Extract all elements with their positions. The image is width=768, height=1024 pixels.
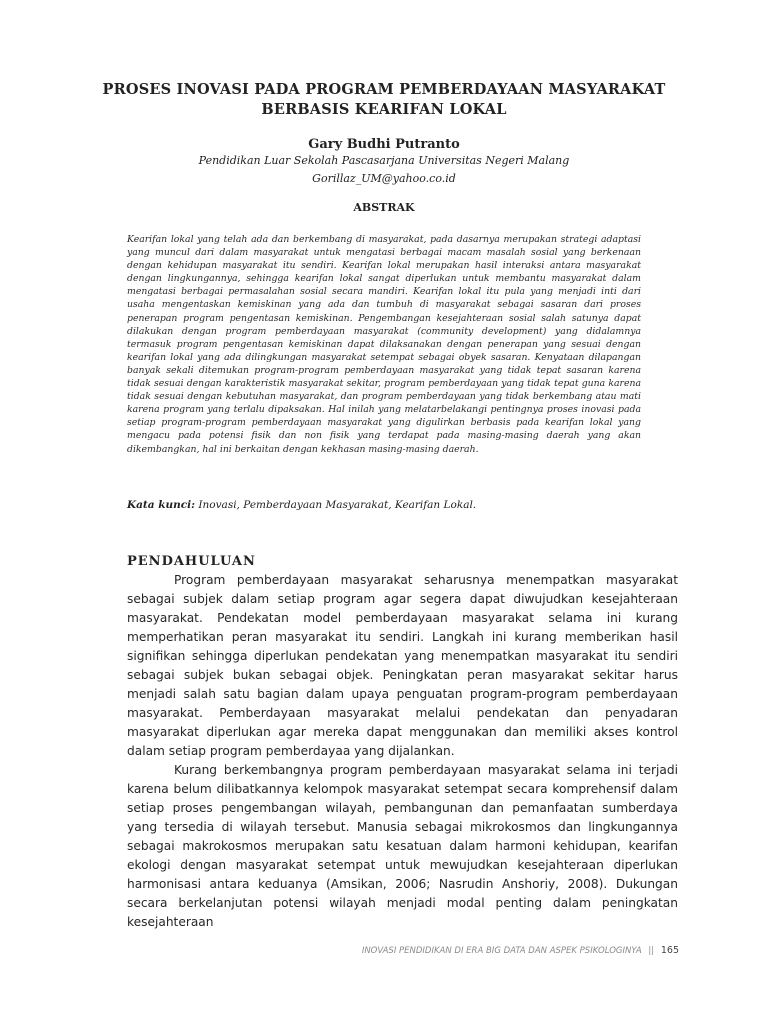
abstract-text: Kearifan lokal yang telah ada dan berkembang di masyarakat, pada dasarnya merupakan strategi adaptasi yang muncul dari dalam masyarakat untuk mengatasi berbagai macam masalah sosial yang berkenaan dengan kehidupan masyarakat itu sendiri. Kearifan lokal merupakan hasil interaksi antara masyarakat dengan lingkungannya, sehingga kearifan lokal sangat diperlukan untuk membantu masyarakat dalam mengatasi berbagai permasalahan sosial secara mandiri. Kearifan lokal itu pula yang menjadi inti dari usaha mengentaskan kemiskinan yang ada dan tumbuh di masyarakat sebagai sasaran dari proses penerapan program pengentasan kemiskinan. Pengembangan kesejahteraan sosial salah satunya dapat dilakukan dengan program pemberdayaan masyarakat (community development) yang didalamnya termasuk program pengentasan kemiskinan dapat dilaksanakan dengan penerapan yang sesuai dengan kearifan lokal yang ada dilingkungan masyarakat setempat sebagai obyek sasaran. Kenyataan dilapangan banyak sekali ditemukan program-program pemberdayaan masyarakat yang tidak tepat sasaran karena tidak sesuai dengan karakteristik masyarakat sekitar, program pemberdayaan yang tidak tepat guna karena tidak sesuai dengan kebutuhan masyarakat, dan program pemberdayaan yang tidak berkembang atau mati karena program yang terlalu dipaksakan. Hal inilah yang melatarbelakangi pentingnya proses inovasi pada setiap program-program pemberdayaan masyarakat yang digulirkan berbasis pada kearifan lokal yang mengacu pada potensi fisik dan non fisik yang terdapat pada masing-masing daerah yang akan dikembangkan, hal ini berkaitan dengan kekhasan masing-masing daerah. [127,234,641,455]
author-email: Gorillaz_UM@yahoo.co.id [312,172,456,185]
keywords [127,498,647,512]
page-footer [362,945,679,957]
paper-title-line-2: BERBASIS KEARIFAN LOKAL [261,101,507,118]
section-heading: PENDAHULUAN [127,554,256,569]
body-paragraph: Program pemberdayaan masyarakat seharusnya menempatkan masyarakat sebagai subjek dalam setiap program agar segera dapat diwujudkan kesejahteraan masyarakat. Pendekatan model pemberdayaan masyarakat selama ini kurang memperhatikan peran masyarakat itu sendiri. Langkah ini kurang memberikan hasil signifikan sehingga diperlukan pendekatan yang menempatkan masyarakat itu sendiri sebagai subjek bukan sebagai objek. Peningkatan peran masyarakat sekitar harus menjadi salah satu bagian dalam upaya penguatan program-program pemberdayaan masyarakat. Pemberdayaan masyarakat melalui pendekatan dan penyadaran masyarakat diperlukan agar mereka dapat menggunakan dan memiliki akses kontrol dalam setiap program pemberdayaa yang dijalankan. [127,573,678,758]
author-name: Gary Budhi Putranto [308,137,460,152]
author-affiliation: Pendidikan Luar Sekolah Pascasarjana Universitas Negeri Malang [198,154,570,167]
paper-title [100,80,668,120]
page-number: 165 [660,945,679,956]
keywords-list: Inovasi, Pemberdayaan Masyarakat, Kearifan Lokal. [198,499,477,511]
keywords-label: Kata kunci: [127,499,196,511]
paper-title-line-1: PROSES INOVASI PADA PROGRAM PEMBERDAYAAN MASYARAKAT [102,81,666,98]
footer-title: INOVASI PENDIDIKAN DI ERA BIG DATA DAN ASPEK PSIKOLOGINYA [361,946,642,956]
section-body [127,571,678,932]
body-paragraph: Kurang berkembangnya program pemberdayaan masyarakat selama ini terjadi karena belum dilibatkannya kelompok masyarakat setempat secara komprehensif dalam setiap proses pengembangan wilayah, pembangunan dan pemanfaatan sumberdaya yang tersedia di wilayah tersebut. Manusia sebagai mikrokosmos dan lingkungannya sebagai makrokosmos merupakan satu kesatuan dalam harmoni kehidupan, kearifan ekologi dengan masyarakat setempat untuk mewujudkan kesejahteraan diperlukan harmonisasi antara keduanya (Amsikan, 2006; Nasrudin Anshoriy, 2008). Dukungan secara berkelanjutan potensi wilayah menjadi modal penting dalam peningkatan kesejahteraan [127,763,678,929]
abstract-heading: ABSTRAK [353,201,415,214]
author-affiliation-block [100,152,668,188]
footer-separator: || [648,946,655,956]
